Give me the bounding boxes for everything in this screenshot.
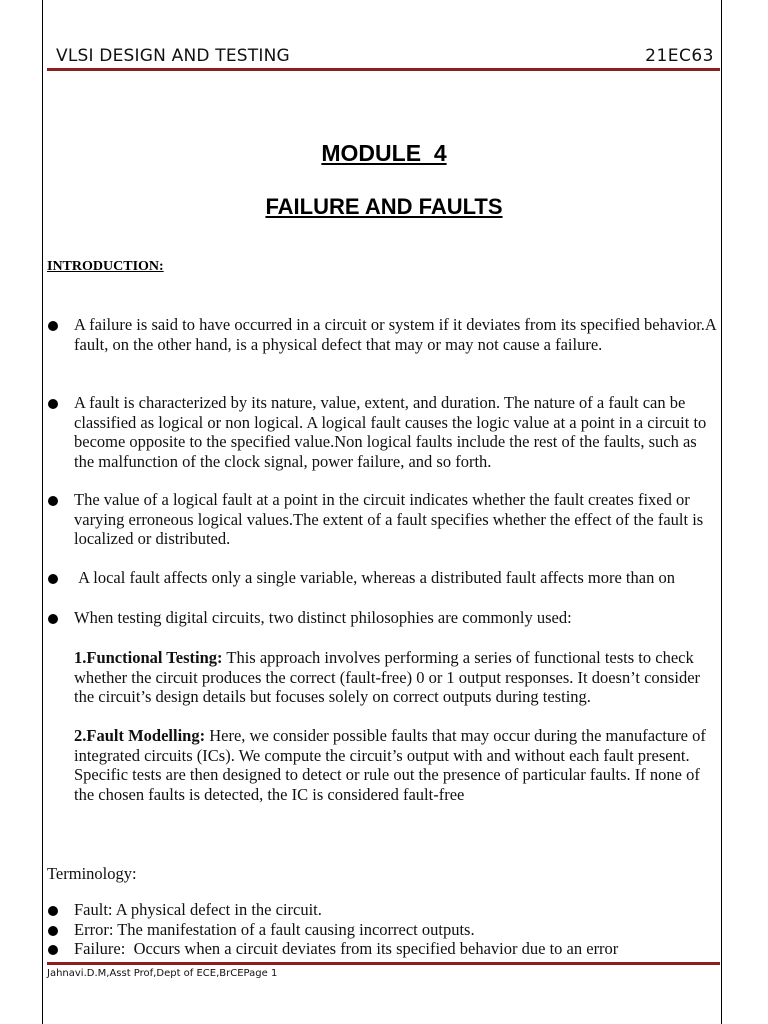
approach-label: 2.Fault Modelling:: [74, 726, 206, 745]
bullet-list: [47, 568, 719, 588]
bullet-icon: [48, 906, 58, 916]
term-text: Failure: Occurs when a circuit deviates from its specified behavior due to an error: [74, 939, 619, 958]
bullet-text: When testing digital circuits, two distinct philosophies are commonly used:: [74, 608, 572, 627]
header-rule: [47, 68, 720, 71]
bullet-icon: [48, 496, 58, 506]
bullet-icon: [48, 574, 58, 584]
term-text: Fault: A physical defect in the circuit.: [74, 900, 322, 919]
term-text: Error: The manifestation of a fault causing incorrect outputs.: [74, 919, 475, 939]
bullet-list: [47, 608, 719, 628]
fault-modelling-paragraph: [74, 726, 719, 804]
bullet-list: [47, 393, 719, 471]
terminology-list: [47, 900, 719, 959]
approach-label: 1.Functional Testing:: [74, 648, 223, 667]
terminology-heading: Terminology:: [47, 864, 137, 883]
header-course-code: 21EC63: [645, 46, 714, 66]
list-item: [47, 939, 719, 959]
bullet-icon: [48, 926, 58, 936]
list-item: [47, 608, 719, 628]
bullet-text: A local fault affects only a single variable, whereas a distributed fault affects more than on: [74, 568, 675, 587]
list-item: [47, 490, 719, 549]
bullet-list: [47, 490, 719, 549]
list-item: [47, 920, 719, 940]
bullet-icon: [48, 945, 58, 955]
list-item: [47, 568, 719, 588]
bullet-list: [47, 315, 719, 354]
bullet-text: The value of a logical fault at a point in the circuit indicates whether the fault creates fixed or varying erroneous logical values.The extent of a fault specifies whether the effect of the fault is localized or distributed.: [74, 490, 704, 548]
module-title: MODULE 4: [321, 140, 447, 166]
intro-heading: INTRODUCTION:: [47, 259, 164, 274]
list-item: [47, 315, 719, 354]
section-title: FAILURE AND FAULTS: [265, 194, 503, 219]
bullet-icon: [48, 399, 58, 409]
functional-testing-paragraph: [74, 648, 719, 707]
list-item: [47, 900, 719, 920]
bullet-icon: [48, 321, 58, 331]
approach-text: Here, we consider possible faults that may occur during the manufacture of integrated circuits (ICs). We compute the circuit’s output with and without each fault present. Specific tests are then designed to detect or rule out the presence of particular faults. If none of the chosen faults is detected, the IC is considered fault-free: [74, 726, 706, 804]
footer-rule: [47, 962, 720, 965]
list-item: [47, 393, 719, 471]
footer-text: Jahnavi.D.M,Asst Prof,Dept of ECE,BrCEPage 1: [47, 968, 278, 979]
bullet-icon: [48, 614, 58, 624]
header-course-title: VLSI DESIGN AND TESTING: [56, 46, 290, 66]
approach-text: This approach involves performing a series of functional tests to check whether the circuit produces the correct (fault-free) 0 or 1 output responses. It doesn’t consider the circuit’s design details but focuses solely on correct outputs during testing.: [74, 648, 701, 706]
bullet-text: A fault is characterized by its nature, value, extent, and duration. The nature of a fault can be classified as logical or non logical. A logical fault causes the logic value at a point in a circuit to become opposite to the specified value.Non logical faults include the rest of the faults, such as the malfunction of the clock signal, power failure, and so forth.: [74, 393, 707, 471]
bullet-text: A failure is said to have occurred in a circuit or system if it deviates from its specified behavior.A fault, on the other hand, is a physical defect that may or may not cause a failure.: [74, 315, 716, 354]
